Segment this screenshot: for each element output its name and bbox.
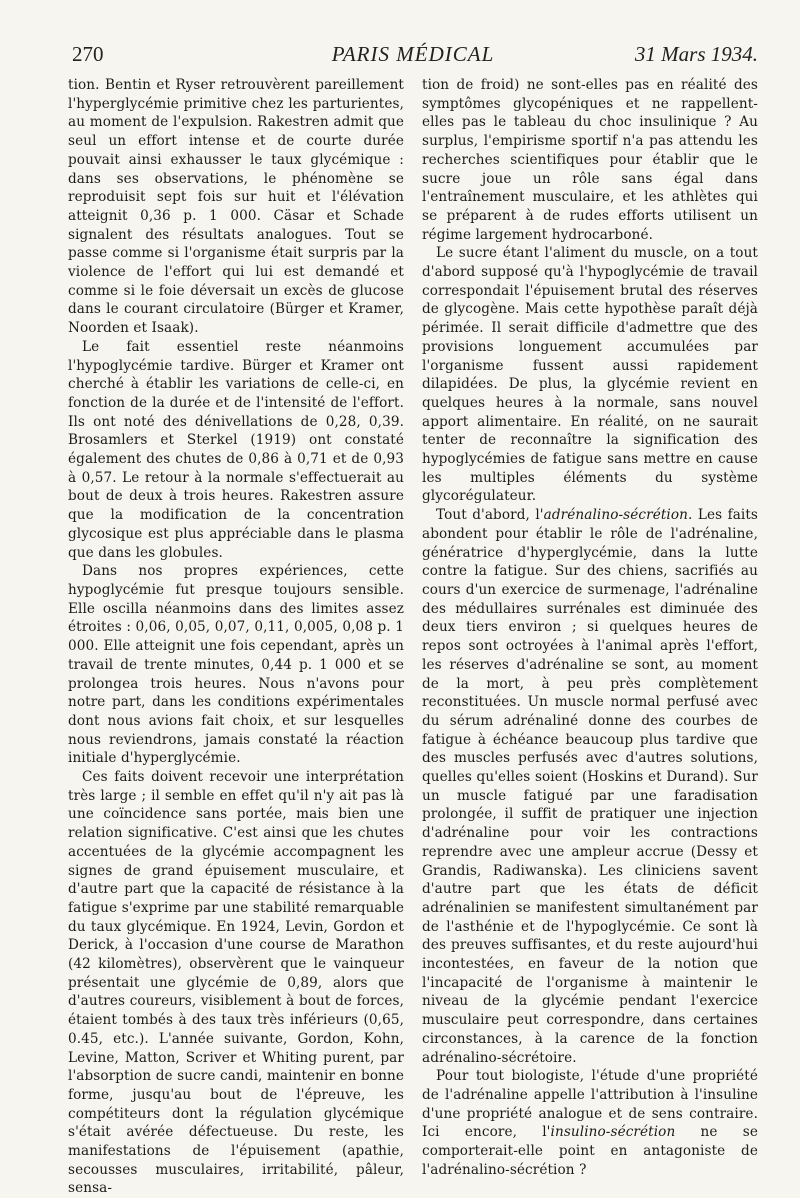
paragraph: [422, 506, 758, 1067]
paragraph: Dans nos propres expériences, cette hypoglycémie fut presque toujours sensible. Elle oscilla néanmoins dans des limites assez étroites : 0,06, 0,05, 0,07, 0,11, 0,005, 0,08 p. 1 000. Elle atteignit une fois cependant, après un travail de trente minutes, 0,44 p. 1 000 et se prolongea trois heures. Nous n'avons pour notre part, dans les conditions expérimentales dont nous avions fait choix, et sur lesquelles nous reviendrons, jamais constaté la réaction initiale d'hyperglycémie.: [68, 563, 404, 767]
paragraph: Ces faits doivent recevoir une interprétation très large ; il semble en effet qu'il n'y ait pas là une coïncidence sans portée, mais bien une relation significative. C'est ainsi que les chutes accentuées de la glycémie accompagnent les signes de grand épuisement musculaire, et d'autre part que la capacité de résistance à la fatigue s'exprime par une stabilité remarquable du taux glycémique. En 1924, Levin, Gordon et Derick, à l'occasion d'une course de Marathon (42 kilomètres), observèrent que le vainqueur présentait une glycémie de 0,89, alors que d'autres coureurs, visiblement à bout de forces, étaient tombés à des taux très inférieurs (0,65, 0.45, etc.). L'année suivante, Gordon, Kohn, Levine, Matton, Scriver et Whiting purent, par l'absorption de sucre candi, maintenir en bonne forme, jusqu'au bout de l'épreuve, les compétiteurs dont la régulation glycémique s'était avérée défectueuse. Du reste, les manifestations de l'épuisement (apathie, secousses musculaires, irritabilité, pâleur, sensa-: [68, 769, 404, 1197]
paragraph: tion. Bentin et Ryser retrouvèrent pareillement l'hyperglycémie primitive chez les parturientes, au moment de l'expulsion. Rakestren admit que seul un effort intense et de courte durée pouvait ainsi exhausser le taux glycémique : dans ses observations, le phénomène se reproduisit sept fois sur huit et l'élévation atteignit 0,36 p. 1 000. Cäsar et Schade signalent des résultats analogues. Tout se passe comme si l'organisme était surpris par la violence de l'effort qui lui est demandé et comme si le foie déversait un excès de glucose dans le courant circulatoire (Bürger et Kramer, Noorden et Isaak).: [68, 77, 404, 337]
paragraph-text: . Les faits abondent pour établir le rôle de l'adrénaline, génératrice d'hyperglycémie, dans la lutte contre la fatigue. Sur des chiens, sacrifiés au cours d'un exercice de surmenage, l'adrénaline des médullaires surrénales est diminuée des deux tiers environ ; si quelques heures de repos sont octroyées à l'animal après l'effort, les réserves d'adrénaline se sont, au moment de la mort, à peu près complètement reconstituées. Un muscle normal perfusé avec du sérum adrénaliné donne des courbes de fatigue à échéance beaucoup plus tardive que des muscles perfusés avec d'autres solutions, quelles qu'elles soient (Hoskins et Durand). Sur un muscle fatigué par une faradisation prolongée, il suffit de pratiquer une injection d'adrénaline pour voir les contractions reprendre avec une ampleur accrue (Dessy et Grandis, Radiwanska). Les cliniciens savent d'autre part que les états de déficit adrénalinien se manifestent simultanément par de l'asthénie et de l'hypoglycémie. Ce sont là des preuves suffisantes, et du reste aujourd'hui incontestées, en faveur de la notion que l'incapacité de l'organisme à maintenir le niveau de la glycémie pendant l'exercice musculaire peut correspondre, dans certaines circonstances, à la carence de la fonction adrénalino-sécrétoire.: [422, 507, 758, 1066]
paragraph-text: Tout d'abord, l': [436, 507, 544, 524]
italic-term: insulino-sécrétion: [550, 1124, 676, 1141]
right-column: [422, 76, 758, 1198]
paragraph-text: Pour tout biologiste, l'étude d'une propriété de l'adrénaline appelle l'attribution à l'insuline d'une propriété analogue et de sens contraire. Ici encore, l': [422, 1068, 758, 1141]
paragraph: Le sucre étant l'aliment du muscle, on a tout d'abord supposé qu'à l'hypoglycémie de travail correspondait l'épuisement brutal des réserves de glycogène. Mais cette hypothèse paraît déjà périmée. Il serait difficile d'admettre que des provisions longuement accumulées par l'organisme fussent aussi rapidement dilapidées. De plus, la glycémie revient en quelques heures à la normale, sans nouvel apport alimentaire. En réalité, on ne saurait tenter de reconnaître la signification des hypoglycémies de fatigue sans mettre en cause les multiples éléments du système glycorégulateur.: [422, 245, 758, 505]
paragraph-text: ne se comporterait-elle point en antagoniste de l'adrénalino-sécrétion ?: [422, 1124, 758, 1178]
journal-title: PARIS MÉDICAL: [331, 42, 495, 66]
paragraph: tion de froid) ne sont-elles pas en réalité des symptômes glycopéniques et ne rappellent-elles pas le tableau du choc insulinique ? Au surplus, l'empirisme sportif n'a pas attendu les recherches scientifiques pour établir que le sucre joue un rôle sans égal dans l'entraînement musculaire, et les athlètes qui se préparent à de rudes efforts utilisent un régime largement hydrocarboné.: [422, 77, 758, 243]
paragraph: Le fait essentiel reste néanmoins l'hypoglycémie tardive. Bürger et Kramer ont cherché à établir les variations de celle-ci, en fonction de la durée et de l'intensité de l'effort. Ils ont noté des dénivellations de 0,28, 0,39. Brosamlers et Sterkel (1919) ont constaté également des chutes de 0,86 à 0,71 et de 0,93 à 0,57. Le retour à la normale s'effectuerait au bout de deux à trois heures. Rakestren assure que la modification de la concentration glycosique est plus appréciable dans le plasma que dans les globules.: [68, 338, 404, 561]
page-number: 270: [72, 42, 104, 66]
text-columns: [68, 76, 758, 1198]
left-column: [68, 76, 404, 1198]
issue-date: 31 Mars 1934.: [634, 42, 758, 66]
paragraph: [422, 1067, 758, 1179]
running-header: [68, 42, 758, 74]
italic-term: adrénalino-sécrétion: [543, 507, 689, 524]
